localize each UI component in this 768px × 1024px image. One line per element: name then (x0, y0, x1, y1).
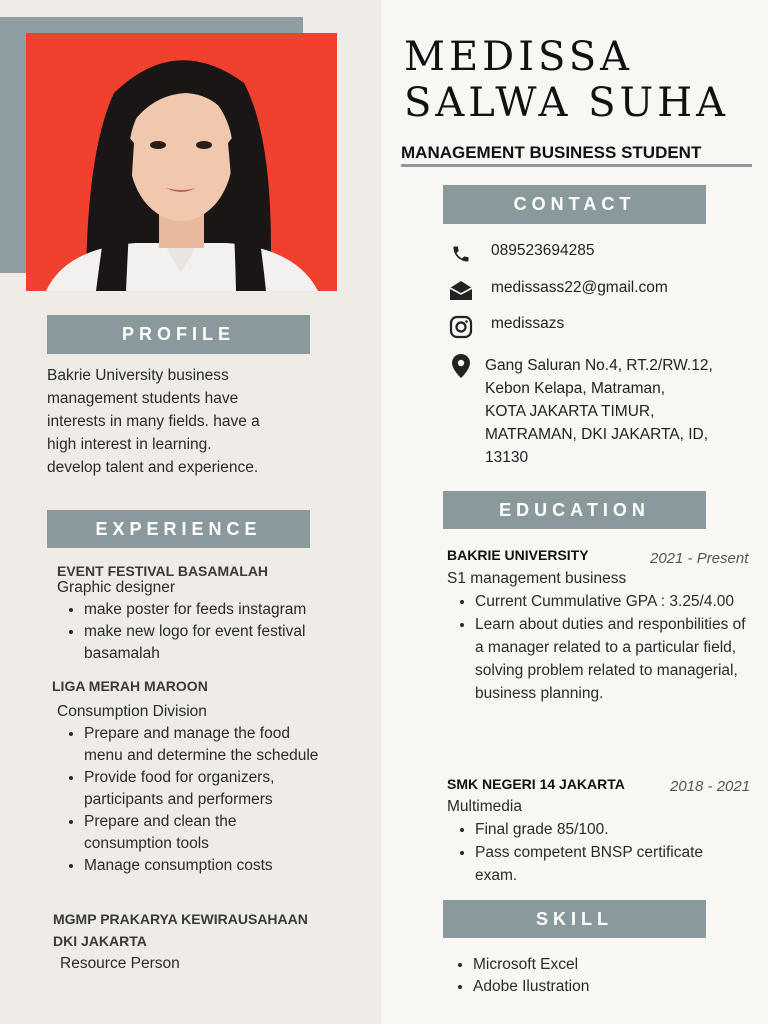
profile-line: interests in many fields. have a (47, 413, 260, 430)
education-program: Multimedia (447, 798, 522, 815)
address-text (485, 354, 713, 469)
contact-instagram (447, 315, 564, 339)
education-item: • Current Cummulative GPA : 3.25/4.00 (475, 590, 750, 613)
phone-number: 089523694285 (491, 242, 595, 259)
phone-icon (447, 242, 475, 266)
education-item: • Learn about duties and responbilities of a manager related to a particular field, solving problem related to managerial, business planning. (475, 613, 750, 705)
education-school: BAKRIE UNIVERSITY (447, 547, 589, 563)
envelope-icon (447, 279, 475, 303)
profile-line: Bakrie University business (47, 367, 229, 384)
experience-org: EVENT FESTIVAL BASAMALAH (57, 563, 269, 579)
name-line-1: MEDISSA (404, 34, 634, 80)
contact-email (447, 279, 668, 303)
skill-list (453, 954, 703, 998)
education-list (455, 818, 705, 887)
profile-line: high interest in learning. (47, 436, 212, 453)
profile-banner: PROFILE (47, 315, 310, 354)
contact-banner: CONTACT (443, 185, 706, 224)
experience-item: • Prepare and manage the food menu and determine the schedule (84, 723, 324, 767)
profile-text (47, 364, 367, 479)
experience-item: • make poster for feeds instagram (84, 599, 354, 621)
education-program: S1 management business (447, 570, 627, 587)
education-item: • Pass competent BNSP certificate exam. (475, 841, 705, 887)
experience-item: • Manage consumption costs (84, 855, 324, 877)
experience-item: • make new logo for event festival basamalah (84, 621, 354, 665)
skill-banner: SKILL (443, 900, 706, 938)
location-pin-icon (447, 354, 475, 378)
experience-item: • Prepare and clean the consumption tools (84, 811, 324, 855)
experience-org (53, 908, 308, 952)
instagram-icon (447, 315, 475, 339)
skill-item: • Microsoft Excel (473, 954, 703, 976)
instagram-handle: medissazs (491, 315, 565, 332)
education-date: 2018 - 2021 (670, 778, 751, 795)
address-line: Gang Saluran No.4, RT.2/RW.12, (485, 357, 713, 374)
name-heading (404, 34, 729, 126)
email-address: medissass22@gmail.com (491, 279, 668, 296)
experience-role: Resource Person (60, 955, 180, 972)
contact-phone (447, 242, 594, 266)
experience-item: • Provide food for organizers, participants and performers (84, 767, 324, 811)
education-banner: EDUCATION (443, 491, 706, 529)
education-list (455, 590, 750, 705)
address-line: KOTA JAKARTA TIMUR, (485, 403, 655, 420)
address-line: MATRAMAN, DKI JAKARTA, ID, (485, 426, 709, 443)
profile-line: management students have (47, 390, 239, 407)
education-date: 2021 - Present (650, 550, 749, 567)
experience-list (64, 599, 354, 665)
experience-org-line: DKI JAKARTA (53, 933, 147, 949)
experience-org-line: MGMP PRAKARYA KEWIRAUSAHAAN (53, 911, 308, 927)
experience-org: LIGA MERAH MAROON (52, 678, 208, 694)
title-underline (401, 164, 752, 167)
address-line: 13130 (485, 449, 529, 466)
contact-address (447, 354, 713, 469)
experience-role: Consumption Division (57, 703, 207, 720)
experience-list (64, 723, 324, 877)
profile-line: develop talent and experience. (47, 459, 259, 476)
profile-photo (26, 33, 337, 291)
job-title: MANAGEMENT BUSINESS STUDENT (401, 143, 702, 162)
education-item: • Final grade 85/100. (475, 818, 705, 841)
skill-item: • Adobe Ilustration (473, 976, 703, 998)
experience-role: Graphic designer (57, 579, 176, 596)
experience-banner: EXPERIENCE (47, 510, 310, 548)
education-school: SMK NEGERI 14 JAKARTA (447, 776, 625, 792)
name-line-2: SALWA SUHA (404, 80, 729, 126)
address-line: Kebon Kelapa, Matraman, (485, 380, 666, 397)
